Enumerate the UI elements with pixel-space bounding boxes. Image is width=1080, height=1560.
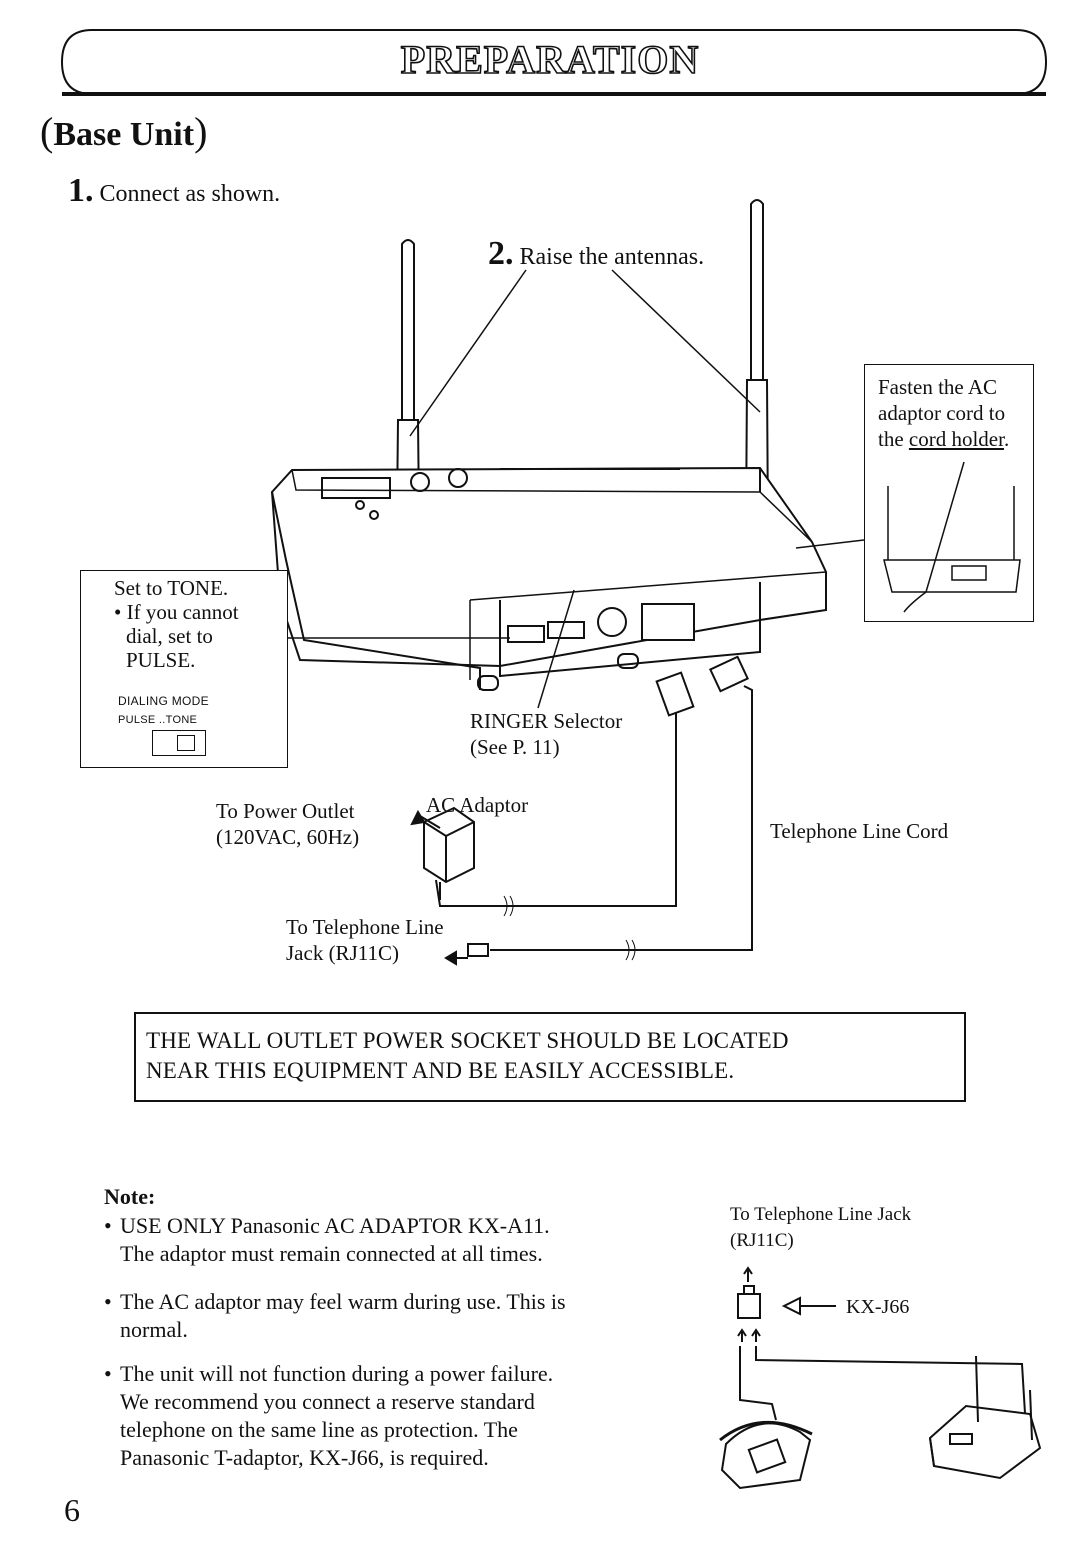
telephone-line-cord-label: Telephone Line Cord	[770, 819, 949, 843]
telephone-line-jack-label: To Telephone Line Jack (RJ11C)	[286, 915, 444, 965]
warning-text: THE WALL OUTLET POWER SOCKET SHOULD BE LOCATED NEAR THIS EQUIPMENT AND BE EASILY ACCESSIBLE.	[146, 1028, 789, 1083]
tadaptor-jack-label: To Telephone Line Jack (RJ11C)	[730, 1204, 912, 1251]
ac-adaptor-label: AC Adaptor	[426, 793, 529, 817]
note-item-1: • USE ONLY Panasonic AC ADAPTOR KX-A11. The adaptor must remain connected at all times.	[104, 1213, 550, 1266]
note-item-3: • The unit will not function during a power failure. We recommend you connect a reserve standard telephone on the same line as protection. The Panasonic T-adaptor, KX-J66, is required.	[104, 1361, 554, 1470]
step-2: 2. Raise the antennas.	[488, 235, 705, 272]
ringer-selector-label: RINGER Selector (See P. 11)	[470, 709, 623, 759]
step-1: 1. Connect as shown.	[68, 172, 281, 209]
power-outlet-label: To Power Outlet (120VAC, 60Hz)	[216, 799, 360, 849]
note-heading: Note:	[104, 1184, 156, 1209]
note-item-2: • The AC adaptor may feel warm during use. This is normal.	[104, 1289, 566, 1342]
dialing-mode-instruction: Set to TONE. • If you cannot dial, set to PULSE.	[114, 576, 239, 672]
section-heading: (Base Unit)	[40, 109, 208, 154]
dialing-mode-switch-labels: PULSE ..TONE	[118, 714, 198, 726]
page-number: 6	[64, 1492, 80, 1528]
dialing-mode-label: DIALING MODE	[118, 694, 209, 708]
cord-holder-instruction: Fasten the AC adaptor cord to the cord holder.	[878, 375, 1010, 451]
page-title: PREPARATION	[400, 37, 700, 82]
tadaptor-model-label: KX-J66	[846, 1296, 910, 1318]
